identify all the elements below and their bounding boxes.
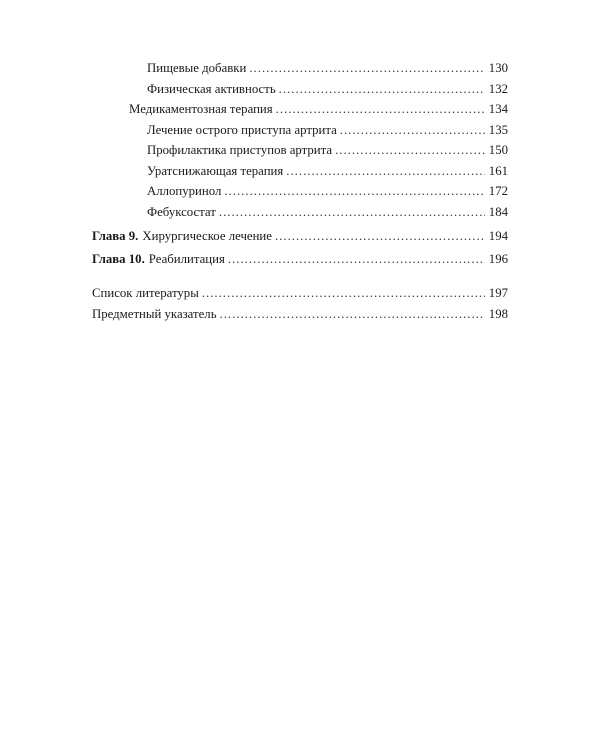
toc-page-number: 150 [488, 143, 508, 157]
toc-dot-leader [220, 304, 485, 325]
toc-chapter-entry [92, 225, 508, 247]
toc-entry [92, 140, 508, 161]
toc-entry-title: Реабилитация [148, 252, 225, 266]
table-of-contents [92, 58, 508, 324]
toc-dot-leader [335, 140, 485, 161]
toc-page-number: 198 [488, 306, 508, 321]
toc-entry-title: Физическая активность [147, 81, 276, 96]
toc-page-number: 197 [488, 286, 508, 300]
toc-dot-leader [228, 248, 485, 270]
toc-chapter-entry [92, 248, 508, 270]
toc-entry [92, 202, 508, 223]
toc-entry-title: Аллопуринол [147, 184, 222, 198]
toc-page-number: 135 [488, 122, 508, 137]
toc-dot-leader [249, 58, 484, 79]
toc-page-number: 161 [488, 163, 508, 178]
toc-entry-title: Список литературы [92, 286, 199, 300]
toc-chapter-prefix: Глава 10. [92, 252, 145, 266]
toc-entry-title: Уратснижающая терапия [147, 163, 284, 178]
toc-dot-leader [224, 181, 484, 202]
toc-page-number: 132 [488, 81, 508, 96]
toc-page-number: 134 [488, 102, 508, 116]
toc-chapter-prefix: Глава 9. [92, 229, 139, 243]
toc-page-number: 130 [488, 61, 508, 75]
toc-page-number: 196 [488, 252, 508, 266]
toc-entry [92, 181, 508, 202]
toc-entry-title: Фебуксостат [147, 204, 216, 219]
toc-dot-leader [275, 225, 485, 247]
toc-entry [92, 79, 508, 100]
toc-dot-leader [219, 202, 485, 223]
toc-entry-title: Профилактика приступов артрита [147, 143, 333, 157]
toc-entry-title: Предметный указатель [92, 306, 217, 321]
toc-page-number: 184 [488, 204, 508, 219]
toc-page-number: 194 [488, 229, 508, 243]
toc-entry-title: Лечение острого приступа артрита [147, 122, 337, 137]
toc-entry [92, 161, 508, 182]
toc-dot-leader [279, 79, 485, 100]
toc-dot-leader [340, 120, 485, 141]
toc-entry-title: Хирургическое лечение [142, 229, 272, 243]
toc-entry [92, 120, 508, 141]
toc-dot-leader [276, 99, 485, 120]
toc-dot-leader [286, 161, 485, 182]
toc-entry-title: Медикаментозная терапия [129, 102, 273, 116]
toc-entry [92, 99, 508, 120]
toc-dot-leader [202, 283, 485, 304]
toc-entry [92, 58, 508, 79]
toc-entry-title: Пищевые добавки [147, 61, 247, 75]
toc-page-number: 172 [488, 184, 508, 198]
toc-entry [92, 283, 508, 304]
toc-entry [92, 304, 508, 325]
